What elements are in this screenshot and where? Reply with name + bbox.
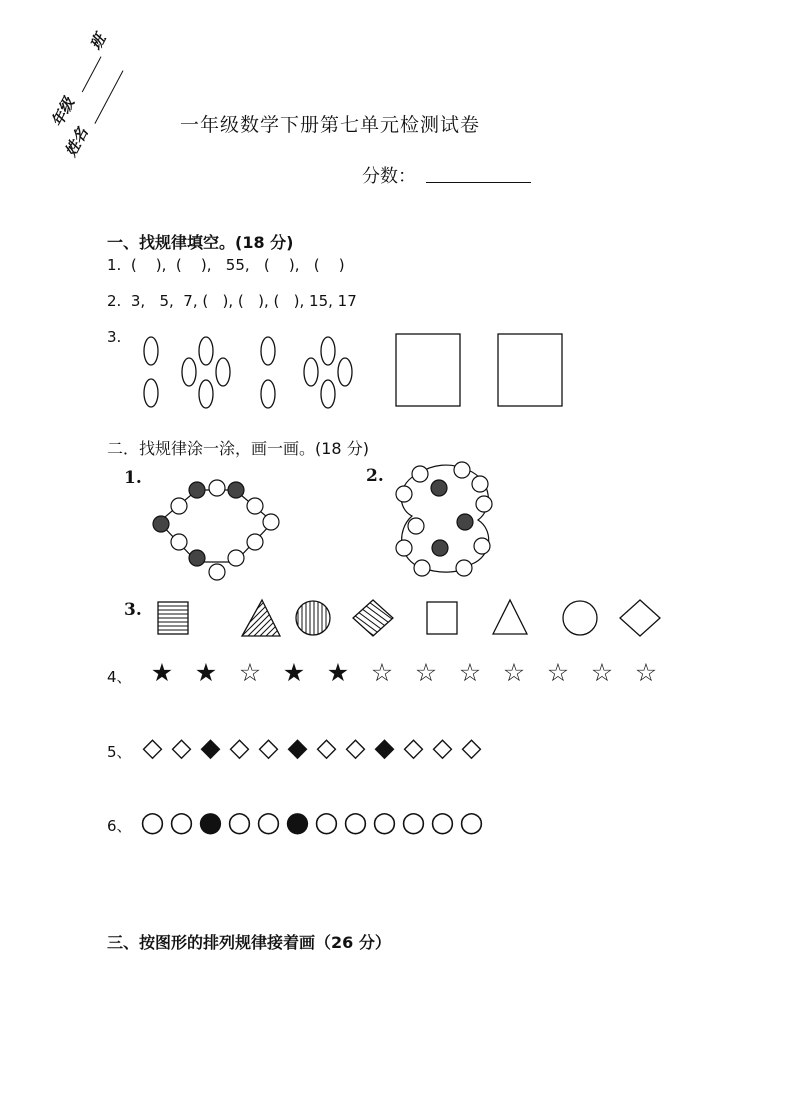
row-6-label: 6、 [107,817,132,835]
class-line [82,56,102,92]
diamond-symbol: ◇ [229,733,250,763]
oval [338,358,352,386]
diamond-symbol: ◇ [461,733,482,763]
circle-row [138,805,486,838]
blank-triangle [493,600,527,634]
circle-empty [454,462,470,478]
star-symbol: ☆ [370,658,394,687]
star-symbol: ★ [150,658,174,687]
circle-filled [457,514,473,530]
name-label: 姓名 [61,124,92,160]
oval [199,380,213,408]
circle-empty [209,564,225,580]
diamond-symbol: ◆ [200,733,221,763]
circle-empty [209,480,225,496]
star-symbol: ☆ [458,658,482,687]
blank-diamond [620,600,660,636]
diamond-symbol: ◇ [345,733,366,763]
circle-filled [189,482,205,498]
answer-box [498,334,562,406]
star-symbol: ★ [326,658,350,687]
star-symbol: ☆ [590,658,614,687]
stamp-text: 班 [86,31,110,53]
figure-1-circles [145,470,290,585]
question-2: 2. 3, 5, 7, ( ), ( ), ( ), 15, 17 [107,292,357,310]
oval [261,380,275,408]
circle-filled [189,550,205,566]
striped-circle [296,601,330,635]
circle-filled [432,540,448,556]
oval [199,337,213,365]
circle-filled [153,516,169,532]
circle-symbol: ○ [314,805,339,838]
name-line [94,70,123,123]
circle-filled [431,480,447,496]
class-label: 年级 [47,94,78,130]
question-1: 1. ( ), ( ), 55, ( ), ( ) [107,256,345,274]
star-row [140,658,668,687]
circle-empty [396,540,412,556]
circle-symbol: ● [285,805,310,838]
diamond-symbol: ◇ [316,733,337,763]
circle-empty [412,466,428,482]
circle-symbol: ○ [169,805,194,838]
circle-symbol: ● [198,805,223,838]
answer-box [396,334,460,406]
circle-empty [171,498,187,514]
blank-square [427,602,457,634]
row-5-label: 5、 [107,743,132,761]
star-symbol: ★ [194,658,218,687]
oval [216,358,230,386]
row-4-label: 4、 [107,668,132,686]
star-symbol: ☆ [546,658,570,687]
circle-symbol: ○ [401,805,426,838]
diamond-symbol: ◇ [432,733,453,763]
star-symbol: ☆ [634,658,658,687]
question-3-label: 3. [107,328,122,346]
diamond-symbol: ◇ [142,733,163,763]
section1-heading: 一、找规律填空。(18 分) [107,233,294,252]
circle-filled [228,482,244,498]
circle-empty [171,534,187,550]
circle-empty [456,560,472,576]
circle-symbol: ○ [459,805,484,838]
circle-empty [228,550,244,566]
diamond-symbol: ◆ [374,733,395,763]
blank-circle [563,601,597,635]
diamond-symbol: ◇ [403,733,424,763]
circle-empty [414,560,430,576]
oval [182,358,196,386]
figure-2-label: 2. [366,466,384,486]
figure-2-circles [390,460,500,585]
circle-symbol: ○ [343,805,368,838]
circle-empty [247,498,263,514]
circle-symbol: ○ [256,805,281,838]
circle-empty [474,538,490,554]
star-symbol: ★ [282,658,306,687]
diamond-symbol: ◇ [171,733,192,763]
circle-symbol: ○ [227,805,252,838]
handwritten-header [23,31,176,194]
oval [304,358,318,386]
circle-symbol: ○ [430,805,455,838]
star-symbol: ☆ [414,658,438,687]
star-symbol: ☆ [502,658,526,687]
oval [261,337,275,365]
circle-empty [263,514,279,530]
circle-symbol: ○ [372,805,397,838]
diamond-symbol: ◇ [258,733,279,763]
score-label: 分数： [362,166,416,187]
figure-3-shapes [150,596,670,642]
score-blank[interactable] [426,182,531,183]
figure-3-label: 3. [124,600,142,620]
circle-empty [247,534,263,550]
section3-heading: 三、按图形的排列规律接着画（26 分） [107,933,391,952]
page-title: 一年级数学下册第七单元检测试卷 [180,114,481,136]
oval [321,380,335,408]
section2-heading: 二．找规律涂一涂，画一画。(18 分) [107,439,369,458]
diamond-row [138,733,486,763]
circle-empty [396,486,412,502]
oval [144,379,158,407]
circle-empty [472,476,488,492]
circle-empty [408,518,424,534]
oval [321,337,335,365]
circle-symbol: ○ [140,805,165,838]
oval [144,337,158,365]
figure-1-label: 1. [124,468,142,488]
diamond-symbol: ◆ [287,733,308,763]
circle-empty [476,496,492,512]
ovals-pattern [130,328,580,418]
star-symbol: ☆ [238,658,262,687]
